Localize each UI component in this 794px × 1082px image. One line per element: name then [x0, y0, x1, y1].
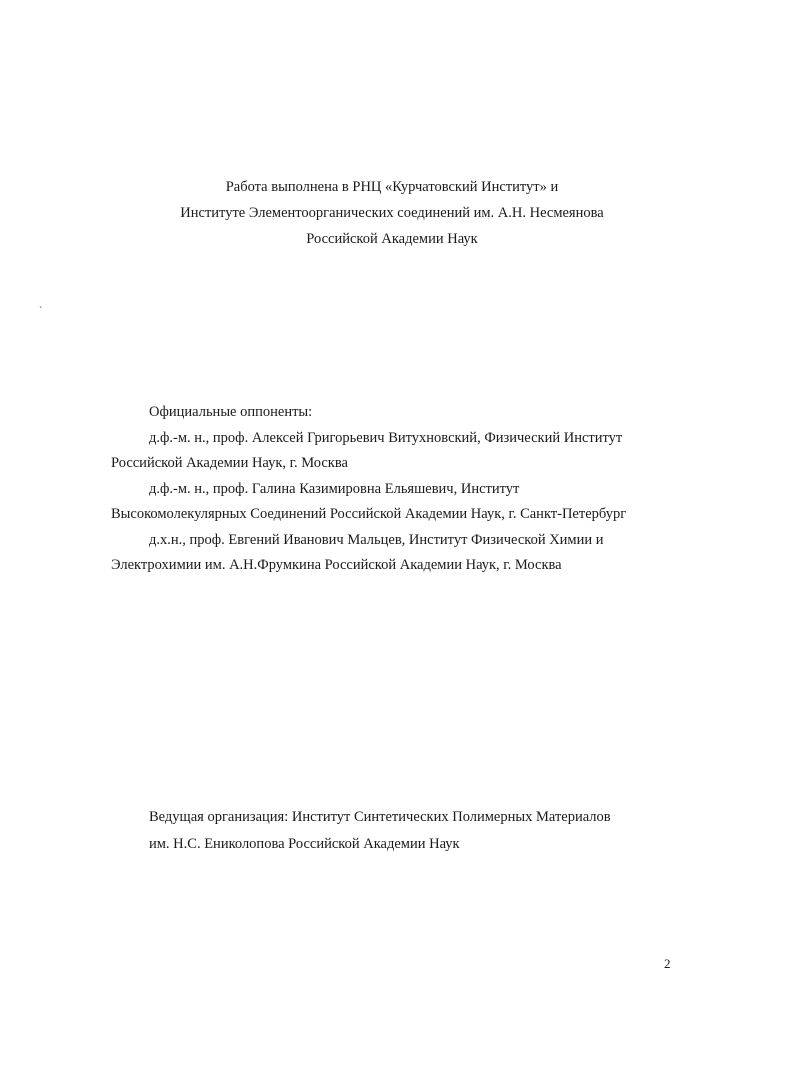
- opponent-entry-line: Высокомолекулярных Соединений Российской Академии Наук, г. Санкт-Петербург: [111, 506, 627, 522]
- opponent-entry-line: Электрохимии им. А.Н.Фрумкина Российской Академии Наук, г. Москва: [111, 557, 562, 573]
- lead-organization-line: Ведущая организация: Институт Синтетических Полимерных Материалов: [149, 809, 611, 825]
- stray-mark: `: [39, 306, 43, 317]
- header-line: Российской Академии Наук: [306, 231, 478, 247]
- lead-organization-section: [149, 804, 679, 858]
- page-number: 2: [664, 956, 671, 971]
- opponent-entry-line: д.ф.-м. н., проф. Алексей Григорьевич Витухновский, Физический Институт: [149, 429, 623, 446]
- lead-organization-line: им. Н.С. Ениколопова Российской Академии Наук: [149, 836, 460, 852]
- opponents-heading: Официальные оппоненты:: [149, 404, 313, 420]
- header-line: Институте Элементоорганических соединений им. А.Н. Несмеянова: [180, 205, 604, 221]
- header-line: Работа выполнена в РНЦ «Курчатовский Институт» и: [225, 179, 559, 195]
- opponent-entry-line: д.ф.-м. н., проф. Галина Казимировна Ельяшевич, Институт: [149, 480, 520, 497]
- opponent-entry-line: Российской Академии Наук, г. Москва: [111, 455, 348, 471]
- institution-header: [0, 174, 784, 252]
- official-opponents-section: [111, 400, 671, 579]
- opponent-entry-line: д.х.н., проф. Евгений Иванович Мальцев, Институт Физической Химии и: [149, 531, 604, 548]
